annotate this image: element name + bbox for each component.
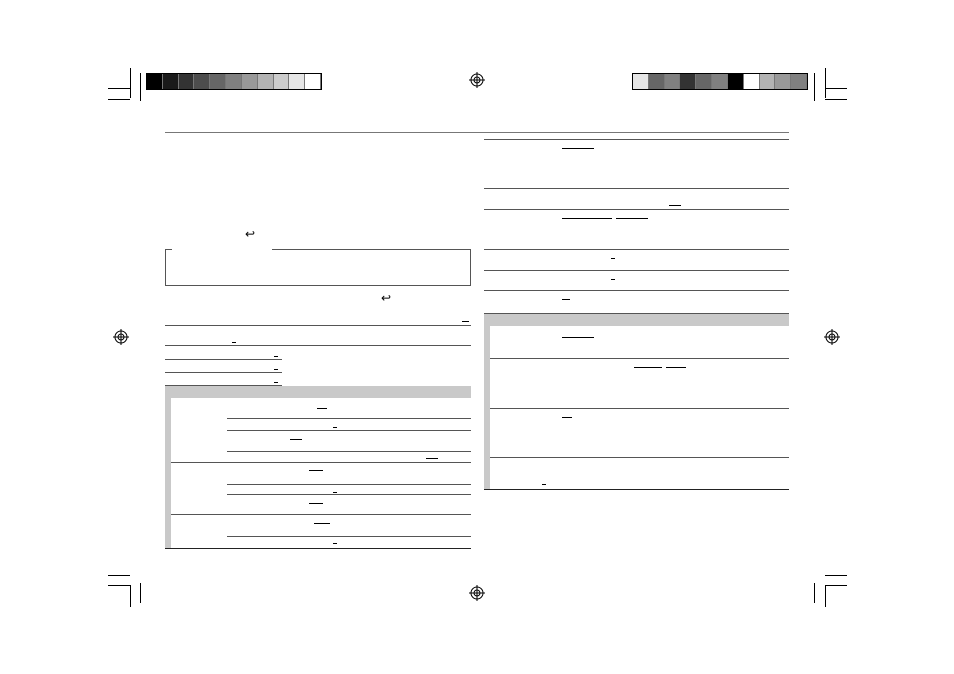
table-group-rule — [490, 408, 789, 409]
value-underline — [309, 503, 323, 504]
color-swatch — [242, 74, 258, 89]
value-underline — [314, 523, 330, 524]
color-swatch — [680, 74, 696, 89]
color-swatch — [744, 74, 760, 89]
table-header — [484, 314, 789, 326]
color-swatch — [696, 74, 712, 89]
table-bottom-rule — [484, 489, 789, 490]
registration-target-icon — [469, 72, 485, 88]
value-underline — [333, 543, 337, 544]
section-rule — [484, 290, 789, 291]
crop-mark — [825, 585, 847, 586]
registration-target-icon — [469, 585, 485, 601]
color-swatch — [305, 74, 321, 89]
crop-mark — [130, 68, 131, 98]
section-rule — [165, 325, 471, 326]
crop-mark — [130, 585, 131, 607]
value-underline — [669, 205, 681, 206]
value-underline — [634, 367, 662, 368]
note-tab-gap — [172, 248, 272, 251]
crop-mark — [814, 583, 815, 603]
color-swatch — [665, 74, 681, 89]
crop-mark — [825, 88, 847, 89]
crop-mark — [825, 99, 847, 100]
value-underline — [274, 382, 278, 383]
table-gray-column — [165, 398, 171, 548]
value-underline — [426, 458, 438, 459]
crop-mark — [108, 575, 130, 576]
color-swatch — [179, 74, 195, 89]
value-underline — [562, 148, 594, 149]
crop-mark — [825, 68, 826, 98]
crop-mark — [108, 88, 130, 89]
color-swatch — [258, 74, 274, 89]
color-swatch — [210, 74, 226, 89]
section-rule — [165, 372, 282, 373]
back-icon: ↩ — [381, 291, 392, 305]
table-row-rule — [227, 494, 471, 495]
table-row-rule — [227, 536, 471, 537]
value-underline — [317, 408, 327, 409]
registration-target-icon — [113, 329, 129, 345]
value-underline — [611, 258, 615, 259]
color-swatch — [274, 74, 290, 89]
table-row-rule — [227, 484, 471, 485]
value-underline — [616, 218, 648, 219]
crop-mark — [825, 585, 826, 607]
value-underline — [462, 321, 469, 322]
value-underline — [562, 337, 594, 338]
value-underline — [666, 367, 686, 368]
value-underline — [274, 356, 278, 357]
section-rule — [484, 270, 789, 271]
note-box — [165, 249, 471, 286]
section-rule — [484, 188, 789, 189]
table-group-rule — [171, 514, 471, 515]
value-underline — [333, 492, 337, 493]
section-rule — [484, 209, 789, 210]
crop-mark — [814, 73, 815, 101]
color-bar-right — [632, 73, 808, 90]
value-underline — [611, 279, 615, 280]
value-underline — [542, 484, 546, 485]
color-swatch — [649, 74, 665, 89]
color-swatch — [712, 74, 728, 89]
value-underline — [562, 417, 572, 418]
table-bottom-rule — [165, 548, 471, 549]
color-swatch — [791, 74, 807, 89]
section-rule — [165, 359, 282, 360]
color-swatch — [289, 74, 305, 89]
value-underline — [562, 218, 612, 219]
crop-mark — [108, 585, 130, 586]
crop-mark — [140, 73, 141, 101]
color-swatch — [226, 74, 242, 89]
color-swatch — [633, 74, 649, 89]
color-swatch — [147, 74, 163, 89]
table-row-rule — [227, 418, 471, 419]
table-group-rule — [171, 462, 471, 463]
crop-mark — [140, 583, 141, 603]
value-underline — [232, 342, 236, 343]
value-underline — [274, 369, 278, 370]
page-top-rule — [165, 132, 789, 133]
value-underline — [333, 427, 337, 428]
value-underline — [309, 470, 323, 471]
color-swatch — [775, 74, 791, 89]
table-header — [165, 386, 471, 398]
section-rule — [484, 139, 789, 140]
value-underline — [290, 439, 302, 440]
value-underline — [562, 299, 570, 300]
color-swatch — [194, 74, 210, 89]
color-swatch — [163, 74, 179, 89]
registration-target-icon — [824, 329, 840, 345]
back-icon: ↩ — [245, 227, 256, 241]
table-row-rule — [227, 451, 471, 452]
section-rule — [484, 249, 789, 250]
color-swatch — [728, 74, 744, 89]
section-rule — [165, 345, 471, 346]
table-group-rule — [490, 457, 789, 458]
crop-mark — [825, 575, 847, 576]
table-row-rule — [227, 430, 471, 431]
crop-mark — [108, 99, 130, 100]
table-group-rule — [490, 358, 789, 359]
color-bar-left — [146, 73, 322, 90]
color-swatch — [760, 74, 776, 89]
